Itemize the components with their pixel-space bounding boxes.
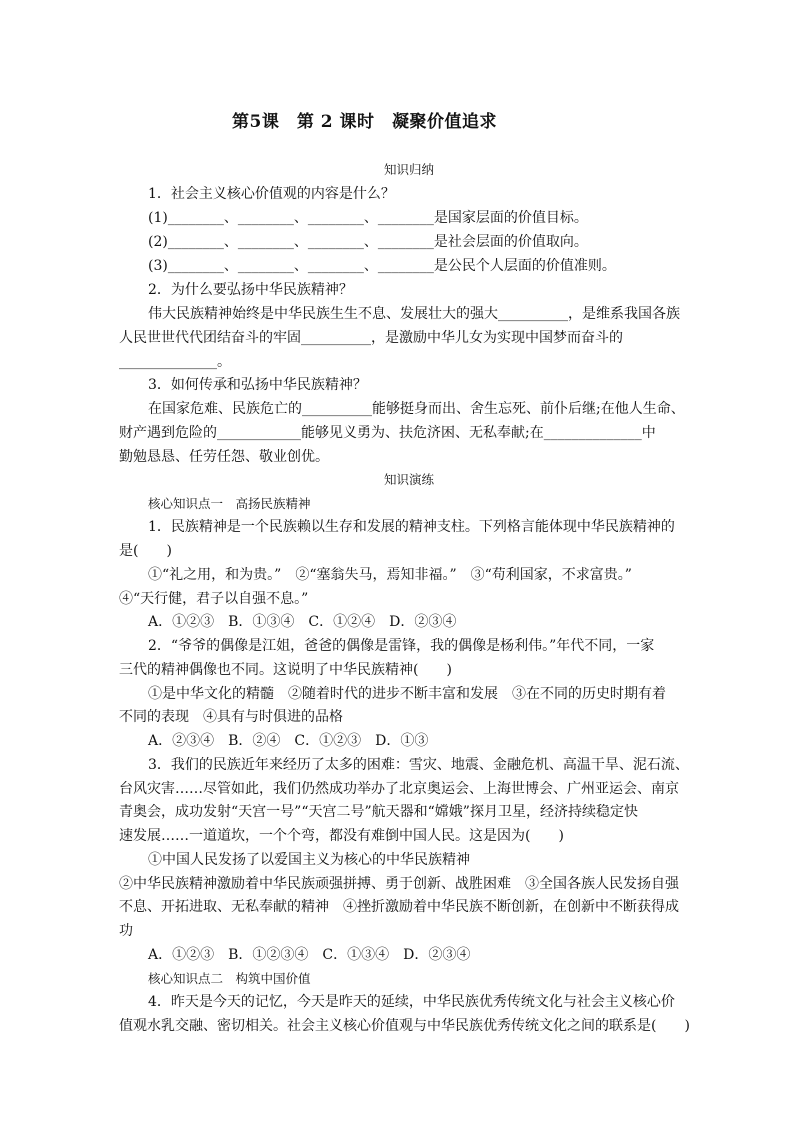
practice-2-line-c: ①是中华文化的精髓 ②随着时代的进步不断丰富和发展 ③在不同的历史时期有着 xyxy=(148,686,666,702)
practice-2-options: A．②③④ B．②④ C．①②③ D．①③ xyxy=(148,733,429,749)
question-1-item-1: (1)________、________、________、________是国家层面的价值目标。 xyxy=(148,210,588,226)
knowledge-point-2: 核心知识点二 构筑中国价值 xyxy=(148,971,311,986)
practice-3-line-g: 不息、开拓进取、无私奉献的精神 ④挫折激励着中华民族不断创新，在创新中不断获得成 xyxy=(119,899,679,915)
practice-4-line-a: 4．昨天是今天的记忆，今天是昨天的延续，中华民族优秀传统文化与社会主义核心价 xyxy=(148,994,675,1010)
practice-3-line-a: 3．我们的民族近年来经历了太多的困难：雪灾、地震、金融危机、高温干旱、泥石流、 xyxy=(148,757,689,773)
page-title: 第5课 第 2 课时 凝聚价值追求 xyxy=(232,112,497,132)
practice-1-options: A．①②③ B．①③④ C．①②④ D．②③④ xyxy=(148,614,457,630)
question-1-item-3: (3)________、________、________、________是公民个人层面的价值准则。 xyxy=(148,258,616,274)
practice-1-line-c: ①“礼之用，和为贵。” ②“塞翁失马，焉知非福。” ③“苟利国家，不求富贵。” xyxy=(148,567,632,583)
practice-1-line-b: 是( ) xyxy=(119,543,172,559)
question-1-item-2: (2)________、________、________、________是社会层面的价值取向。 xyxy=(148,234,588,250)
practice-3-line-f: ②中华民族精神激励着中华民族顽强拼搏、勇于创新、战胜困难 ③全国各族人民发扬自强 xyxy=(119,876,679,892)
practice-1-line-a: 1．民族精神是一个民族赖以生存和发展的精神支柱。下列格言能体现中华民族精神的 xyxy=(148,519,675,535)
section-heading-summary: 知识归纳 xyxy=(384,162,435,177)
practice-2-line-d: 不同的表现 ④具有与时俱进的品格 xyxy=(119,709,343,725)
question-3-line-a: 在国家危难、民族危亡的__________能够挺身而出、舍生忘死、前仆后继;在他人生命、 xyxy=(148,401,685,417)
practice-3-line-b: 台风灾害……尽管如此，我们仍然成功举办了北京奥运会、上海世博会、广州亚运会、南京 xyxy=(119,781,679,797)
section-heading-practice: 知识演练 xyxy=(384,472,435,487)
question-2-line-a: 伟大民族精神始终是中华民族生生不息、发展壮大的强大__________，是维系我国各族 xyxy=(148,306,680,322)
knowledge-point-1: 核心知识点一 高扬民族精神 xyxy=(148,496,311,511)
practice-3-options: A．①②③ B．①②③④ C．①③④ D．②③④ xyxy=(148,947,471,963)
question-2: 2．为什么要弘扬中华民族精神？ xyxy=(148,282,353,298)
practice-3-line-h: 功 xyxy=(119,923,133,939)
question-1: 1．社会主义核心价值观的内容是什么？ xyxy=(148,186,395,202)
question-2-line-b: 人民世世代代团结奋斗的牢固__________，是激励中华儿女为实现中国梦而奋斗的 xyxy=(119,330,623,346)
question-3-line-b: 财产遇到危险的____________能够见义勇为、扶危济困、无私奉献;在______________中 xyxy=(119,425,656,441)
practice-2-line-b: 三代的精神偶像也不同。这说明了中华民族精神( ) xyxy=(119,662,452,678)
practice-3-line-e: ①中国人民发扬了以爱国主义为核心的中华民族精神 xyxy=(148,852,470,868)
practice-3-line-c: 青奥会，成功发射“天宫一号”“天宫二号”航天器和“嫦娥”探月卫星，经济持续稳定快 xyxy=(119,804,638,820)
practice-2-line-a: 2．“爷爷的偶像是江姐，爸爸的偶像是雷锋，我的偶像是杨利伟。”年代不同，一家 xyxy=(148,638,655,654)
practice-3-line-d: 速发展……一道道坎，一个个弯，都没有难倒中国人民。这是因为( ) xyxy=(119,828,564,844)
practice-1-line-d: ④“天行健，君子以自强不息。” xyxy=(119,591,309,607)
question-3-line-c: 勤勉恳恳、任劳任怨、敬业创优。 xyxy=(119,449,329,465)
practice-4-line-b: 值观水乳交融、密切相关。社会主义核心价值观与中华民族优秀传统文化之间的联系是( ) xyxy=(119,1018,690,1034)
question-3: 3．如何传承和弘扬中华民族精神？ xyxy=(148,377,367,393)
question-2-line-c: ______________。 xyxy=(119,354,231,370)
